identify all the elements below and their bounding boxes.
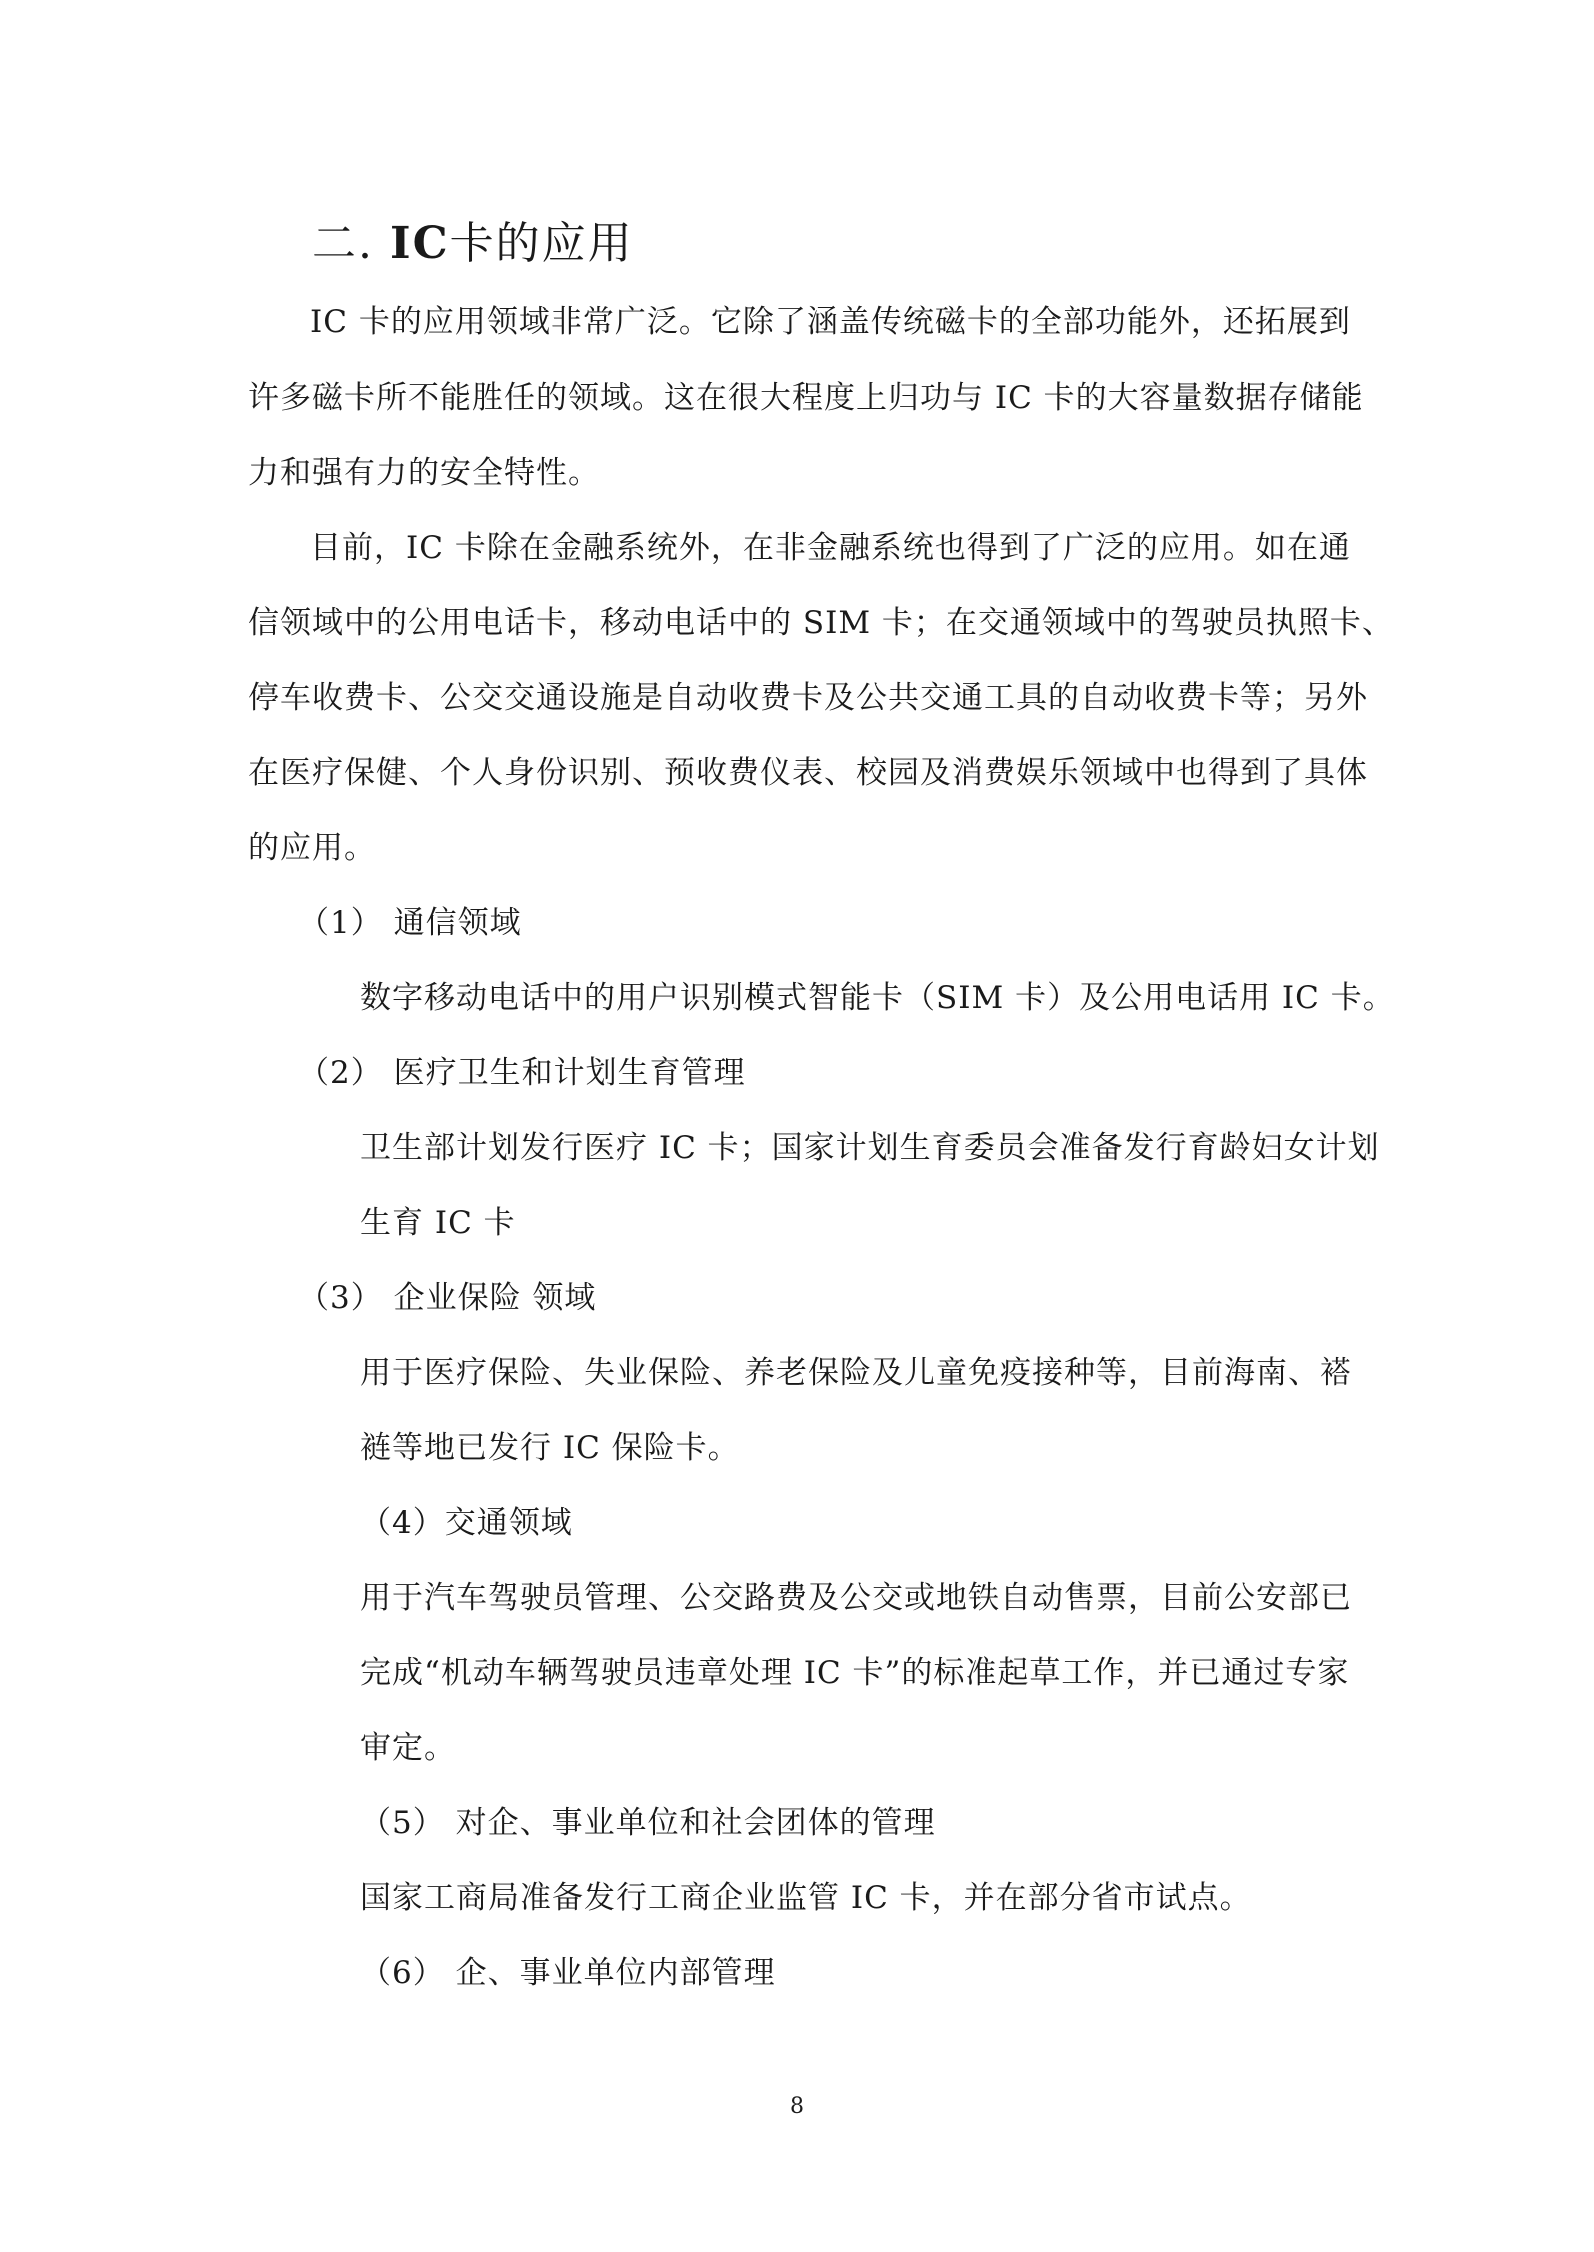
list-item-body: 生育 IC 卡: [360, 1205, 516, 1241]
list-item-heading: （3） 企业保险 领域: [298, 1280, 597, 1316]
section-title-bold: IC: [390, 218, 450, 269]
list-item-heading: （6） 企、事业单位内部管理: [360, 1955, 776, 1991]
list-item-heading: （5） 对企、事业单位和社会团体的管理: [360, 1805, 936, 1841]
section-heading: [312, 216, 634, 272]
paragraph-line: 信领域中的公用电话卡，移动电话中的 SIM 卡；在交通领域中的驾驶员执照卡、: [248, 605, 1394, 641]
paragraph-line: 在医疗保健、个人身份识别、预收费仪表、校园及消费娱乐领域中也得到了具体: [248, 755, 1368, 791]
list-item-body: 裢等地已发行 IC 保险卡。: [360, 1430, 740, 1466]
paragraph-line: 的应用。: [248, 830, 376, 866]
list-item-heading: （4）交通领域: [360, 1505, 573, 1541]
paragraph-line: 力和强有力的安全特性。: [248, 455, 600, 491]
paragraph-line: 停车收费卡、公交交通设施是自动收费卡及公共交通工具的自动收费卡等；另外: [248, 680, 1368, 716]
page-number: 8: [790, 2094, 804, 2119]
list-item-heading: （2） 医疗卫生和计划生育管理: [298, 1055, 746, 1091]
list-item-body: 国家工商局准备发行工商企业监管 IC 卡，并在部分省市试点。: [360, 1880, 1252, 1916]
paragraph-line: IC 卡的应用领域非常广泛。它除了涵盖传统磁卡的全部功能外，还拓展到: [310, 304, 1351, 340]
list-item-body: 审定。: [360, 1730, 456, 1766]
list-item-body: 用于汽车驾驶员管理、公交路费及公交或地铁自动售票，目前公安部已: [360, 1580, 1352, 1616]
section-number: 二.: [312, 218, 374, 269]
paragraph-line: 许多磁卡所不能胜任的领域。这在很大程度上归功与 IC 卡的大容量数据存储能: [248, 380, 1364, 416]
list-item-body: 完成“机动车辆驾驶员违章处理 IC 卡”的标准起草工作，并已通过专家: [360, 1655, 1350, 1691]
list-item-body: 卫生部计划发行医疗 IC 卡；国家计划生育委员会准备发行育龄妇女计划: [360, 1130, 1380, 1166]
list-item-body: 数字移动电话中的用户识别模式智能卡（SIM 卡）及公用电话用 IC 卡。: [360, 980, 1395, 1016]
section-title-rest: 卡的应用: [449, 218, 634, 269]
list-item-body: 用于医疗保险、失业保险、养老保险及儿童免疫接种等，目前海南、褡: [360, 1355, 1352, 1391]
list-item-heading: （1） 通信领域: [298, 905, 522, 941]
paragraph-line: 目前，IC 卡除在金融系统外，在非金融系统也得到了广泛的应用。如在通: [310, 530, 1351, 566]
